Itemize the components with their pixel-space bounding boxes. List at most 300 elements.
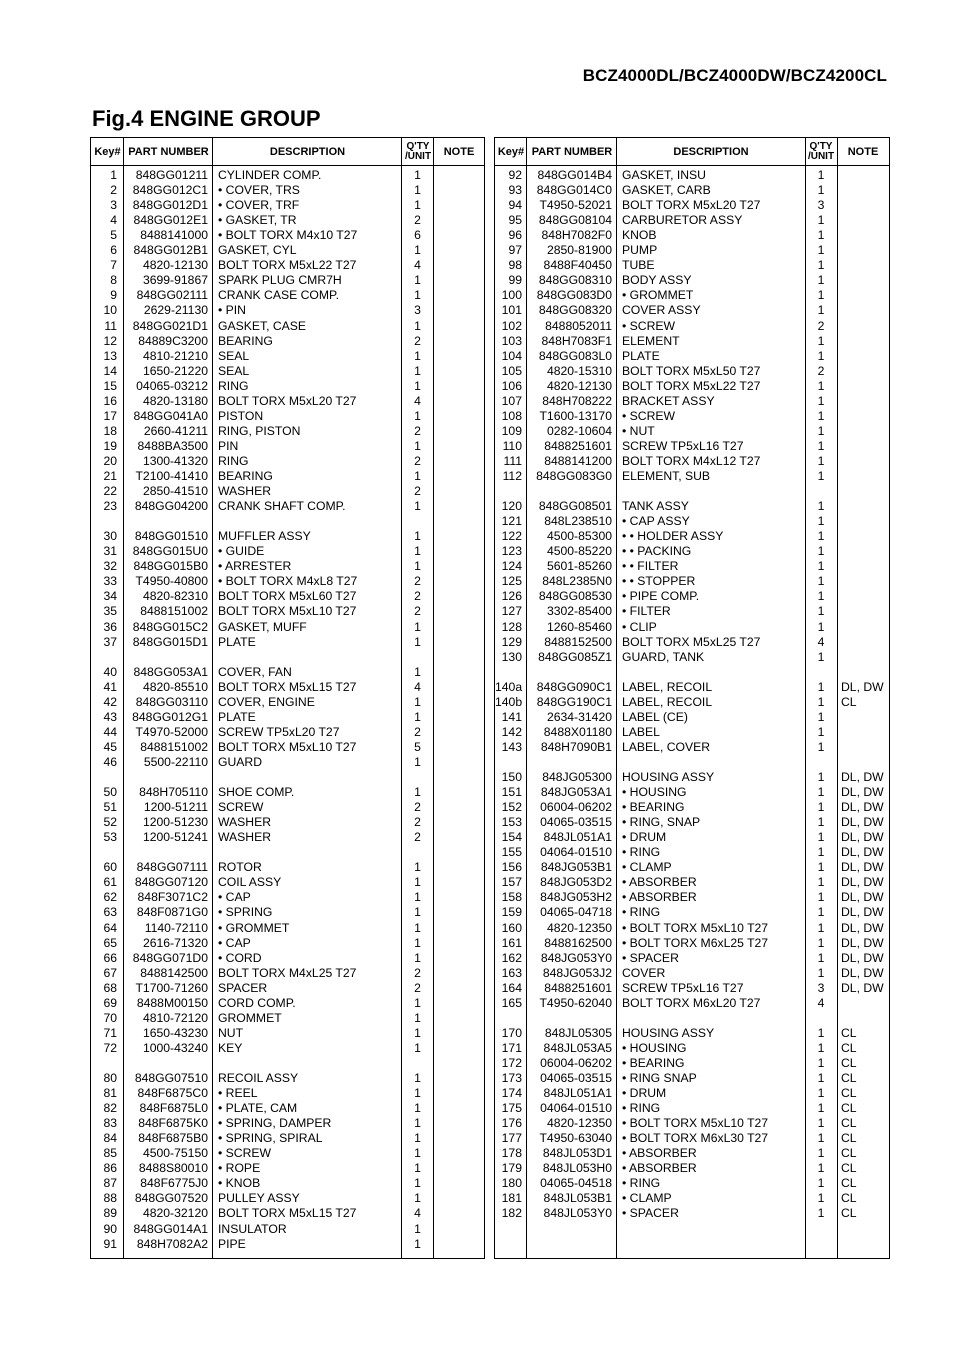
header-description: DESCRIPTION xyxy=(269,145,346,158)
qty-cell: 1 xyxy=(817,423,825,438)
table-row xyxy=(495,604,889,619)
note-cell: DL, DW xyxy=(841,950,884,965)
part-number-cell: 4820-12130 xyxy=(142,258,208,273)
key-cell: 31 xyxy=(103,544,117,559)
key-cell: 123 xyxy=(501,544,522,559)
table-row xyxy=(91,800,484,815)
table-row xyxy=(495,875,889,890)
part-number-cell: 848H708222 xyxy=(542,393,612,408)
qty-cell: 1 xyxy=(817,1071,825,1085)
part-number-cell: T2100-41410 xyxy=(135,469,208,483)
qty-cell: 1 xyxy=(414,634,421,649)
table-row xyxy=(495,228,889,243)
description-cell: MUFFLER ASSY xyxy=(218,529,311,544)
table-row xyxy=(495,1101,889,1116)
key-cell: 129 xyxy=(501,634,522,649)
key-cell: 33 xyxy=(103,574,117,589)
key-cell: 63 xyxy=(103,905,117,920)
table-row xyxy=(495,936,889,951)
note-cell: CL xyxy=(841,1161,857,1176)
description-cell: RING, PISTON xyxy=(218,423,301,438)
note-cell: CL xyxy=(841,1101,857,1116)
note-cell: CL xyxy=(841,1025,857,1040)
part-number-cell: 848GG01510 xyxy=(134,529,208,544)
table-row xyxy=(495,303,889,318)
qty-cell: 1 xyxy=(414,348,421,363)
part-number-cell: T4970-52000 xyxy=(135,724,208,739)
qty-cell: 1 xyxy=(817,544,825,559)
description-cell: SPACER xyxy=(218,980,268,995)
part-number-cell: 848GG085Z1 xyxy=(538,649,612,664)
part-number-cell: 848GG014C0 xyxy=(536,183,612,198)
part-number-cell: 848GG021D1 xyxy=(132,318,208,333)
part-number-cell: 2850-81900 xyxy=(546,243,612,258)
part-number-cell: 848GG041A0 xyxy=(133,408,208,423)
part-number-cell: 3699-91867 xyxy=(142,273,208,288)
qty-cell: 1 xyxy=(817,378,825,393)
table-row xyxy=(91,665,484,680)
table-row xyxy=(91,966,484,981)
table-row xyxy=(91,213,484,228)
qty-cell: 2 xyxy=(414,453,421,468)
note-cell: DL, DW xyxy=(841,860,884,875)
part-number-cell: 848GG07520 xyxy=(134,1191,208,1206)
description-cell: BOLT TORX M6xL20 T27 xyxy=(622,995,761,1010)
description-cell: LABEL (CE) xyxy=(622,709,688,724)
description-cell: BOLT TORX M4xL25 T27 xyxy=(218,965,357,980)
part-number-cell: 4820-32120 xyxy=(142,1206,208,1221)
qty-cell: 1 xyxy=(817,1040,825,1055)
description-cell: • RING xyxy=(622,905,661,920)
part-number-cell: 5601-85260 xyxy=(546,559,612,574)
description-cell: GASKET, CARB xyxy=(622,183,711,198)
description-cell: • • HOLDER ASSY xyxy=(622,529,724,544)
key-cell: 16 xyxy=(103,393,117,408)
description-cell: • SPRING, DAMPER xyxy=(218,1116,332,1131)
qty-cell: 2 xyxy=(414,213,421,228)
qty-cell: 1 xyxy=(817,348,825,363)
table-row xyxy=(495,951,889,966)
table-row xyxy=(91,273,484,288)
part-number-cell: 4820-12130 xyxy=(546,378,612,393)
description-cell: CORD COMP. xyxy=(218,995,296,1010)
qty-cell: 1 xyxy=(817,1055,825,1070)
part-number-cell: 848H705110 xyxy=(139,785,208,800)
table-row xyxy=(495,364,889,379)
table-row xyxy=(91,1176,484,1191)
qty-cell: 1 xyxy=(817,1086,825,1101)
description-cell: COVER, FAN xyxy=(218,664,292,679)
description-cell: • ABSORBER xyxy=(622,1146,697,1161)
description-cell: BEARING xyxy=(218,469,273,483)
key-cell: 69 xyxy=(103,995,117,1010)
part-number-cell: 1200-51211 xyxy=(143,800,208,815)
description-cell: • BEARING xyxy=(622,1055,685,1070)
note-cell: DL, DW xyxy=(841,800,884,815)
part-number-cell: 848JL05305 xyxy=(544,1025,612,1040)
description-cell: • GROMMET xyxy=(622,288,694,303)
description-cell: BODY ASSY xyxy=(622,273,692,288)
table-row xyxy=(91,1206,484,1221)
key-cell: 98 xyxy=(508,258,522,273)
header-qty xyxy=(805,138,837,165)
part-number-cell: 4500-85220 xyxy=(546,544,612,559)
note-cell: CL xyxy=(841,1191,857,1206)
description-cell: BOLT TORX M5xL50 T27 xyxy=(622,363,761,378)
part-number-cell: 848GG08104 xyxy=(538,213,612,228)
key-cell: 96 xyxy=(508,228,522,243)
table-row xyxy=(495,424,889,439)
qty-cell: 1 xyxy=(414,905,421,920)
description-cell: PIPE xyxy=(218,1236,246,1251)
part-number-cell: 4500-75150 xyxy=(142,1146,208,1161)
table-row xyxy=(495,680,889,695)
key-cell: 179 xyxy=(501,1161,522,1176)
description-cell: LABEL, COVER xyxy=(622,739,711,754)
description-cell: • RING xyxy=(622,1101,661,1116)
description-cell: TANK ASSY xyxy=(622,499,689,514)
table-row xyxy=(495,725,889,740)
key-cell: 109 xyxy=(501,423,522,438)
table-row xyxy=(91,574,484,589)
qty-cell: 1 xyxy=(817,183,825,198)
description-cell: • COVER, TRF xyxy=(218,198,300,213)
key-cell: 143 xyxy=(501,739,522,754)
part-number-cell: 4500-85300 xyxy=(546,529,612,544)
part-number-cell: 848GG07120 xyxy=(134,875,208,890)
description-cell: • • STOPPER xyxy=(622,574,696,589)
table-row xyxy=(495,966,889,981)
part-number-cell: 848GG015B0 xyxy=(133,559,208,574)
description-cell: SCREW xyxy=(218,800,264,815)
key-cell: 65 xyxy=(103,935,117,950)
qty-cell: 2 xyxy=(414,800,421,815)
qty-cell: 1 xyxy=(817,920,825,935)
table-row xyxy=(495,409,889,424)
description-cell: • DRUM xyxy=(622,830,667,845)
table-row xyxy=(91,860,484,875)
key-cell: 140b xyxy=(495,694,523,709)
part-number-cell: 848L2385N0 xyxy=(542,574,612,589)
table-row xyxy=(91,183,484,198)
description-cell: ELEMENT, SUB xyxy=(622,469,711,483)
qty-cell: 1 xyxy=(414,318,421,333)
part-number-cell: 848F6775J0 xyxy=(140,1176,208,1191)
qty-cell: 1 xyxy=(817,453,825,468)
key-cell: 176 xyxy=(501,1116,522,1131)
qty-cell: 1 xyxy=(817,965,825,980)
part-number-cell: 848GG012B1 xyxy=(133,243,208,258)
key-cell: 108 xyxy=(501,408,522,423)
part-number-cell: T4950-62040 xyxy=(539,995,612,1010)
header-note: NOTE xyxy=(443,145,475,158)
key-cell: 124 xyxy=(501,559,522,574)
description-cell: SEAL xyxy=(218,348,250,363)
key-cell: 43 xyxy=(103,709,117,724)
part-number-cell: 8488M00150 xyxy=(136,995,208,1010)
part-number-cell: 848JG053H2 xyxy=(540,890,612,905)
key-cell: 174 xyxy=(501,1086,522,1101)
part-number-cell: 848GG012C1 xyxy=(132,183,208,198)
part-number-cell: 848GG014A1 xyxy=(133,1221,208,1236)
part-number-cell: 2634-31420 xyxy=(546,709,612,724)
qty-cell: 1 xyxy=(817,333,825,348)
key-cell: 23 xyxy=(103,499,117,514)
table-row xyxy=(91,710,484,725)
parts-table-left xyxy=(90,137,485,1259)
description-cell: GROMMET xyxy=(218,1010,282,1025)
description-cell: PULLEY ASSY xyxy=(218,1191,300,1206)
part-number-cell: 848F6875K0 xyxy=(138,1116,208,1131)
part-number-cell: 4810-21210 xyxy=(142,348,208,363)
table-row xyxy=(495,273,889,288)
description-cell: COVER ASSY xyxy=(622,303,701,318)
table-row xyxy=(495,439,889,454)
qty-cell: 1 xyxy=(414,890,421,905)
table-row xyxy=(495,514,889,529)
table-row xyxy=(495,334,889,349)
table-row xyxy=(91,228,484,243)
part-number-cell: 84889C3200 xyxy=(138,333,208,348)
table-row xyxy=(91,1101,484,1116)
part-number-cell: T1700-71260 xyxy=(135,980,208,995)
part-number-cell: 1200-51230 xyxy=(142,815,208,830)
key-cell: 106 xyxy=(501,378,522,393)
key-cell: 2 xyxy=(110,183,117,198)
part-number-cell: 848GG08501 xyxy=(538,499,612,514)
key-cell: 85 xyxy=(103,1146,117,1161)
description-cell: HOUSING ASSY xyxy=(622,1025,715,1040)
table-row xyxy=(495,905,889,920)
part-number-cell: 4820-85510 xyxy=(142,679,208,694)
description-cell: GASKET, CYL xyxy=(218,243,297,258)
qty-cell: 1 xyxy=(414,950,421,965)
qty-cell: 1 xyxy=(414,1131,421,1146)
qty-cell: 1 xyxy=(817,770,825,784)
description-cell: • HOUSING xyxy=(622,785,687,800)
table-row xyxy=(91,454,484,469)
qty-cell: 2 xyxy=(817,318,825,333)
table-row xyxy=(495,815,889,830)
qty-cell: 1 xyxy=(817,1131,825,1146)
key-cell: 90 xyxy=(103,1221,117,1236)
part-number-cell: 2629-21130 xyxy=(143,303,208,318)
description-cell: • CAP xyxy=(218,935,251,950)
key-cell: 10 xyxy=(103,303,117,318)
part-number-cell: 04065-04518 xyxy=(540,1176,612,1191)
part-number-cell: 8488151002 xyxy=(140,604,208,619)
qty-cell: 1 xyxy=(817,679,825,694)
key-cell: 52 xyxy=(103,815,117,830)
description-cell: BOLT TORX M5xL20 T27 xyxy=(218,393,357,408)
key-cell: 17 xyxy=(103,408,117,423)
key-cell: 70 xyxy=(103,1010,117,1025)
table-row xyxy=(91,875,484,890)
qty-cell: 4 xyxy=(817,995,825,1010)
qty-cell: 1 xyxy=(414,664,421,679)
qty-cell: 1 xyxy=(414,860,421,875)
key-cell: 34 xyxy=(103,589,117,604)
table-row xyxy=(495,785,889,800)
part-number-cell: 1000-43240 xyxy=(142,1040,208,1055)
description-cell: CARBURETOR ASSY xyxy=(622,213,743,228)
qty-cell: 2 xyxy=(414,965,421,980)
key-cell: 151 xyxy=(501,785,522,800)
table-row xyxy=(91,921,484,936)
part-number-cell: T1600-13170 xyxy=(539,408,612,423)
description-cell: • • PACKING xyxy=(622,544,692,559)
table-row xyxy=(91,1222,484,1237)
qty-cell: 1 xyxy=(817,1191,825,1206)
key-cell: 178 xyxy=(501,1146,522,1161)
key-cell: 64 xyxy=(103,920,117,935)
description-cell: • SCREW xyxy=(622,408,676,423)
table-row xyxy=(91,319,484,334)
key-cell: 66 xyxy=(103,950,117,965)
table-row xyxy=(495,996,889,1011)
table-row xyxy=(495,559,889,574)
qty-cell: 1 xyxy=(817,408,825,423)
qty-cell: 2 xyxy=(414,724,421,739)
key-cell: 105 xyxy=(501,363,522,378)
description-cell: CRANK SHAFT COMP. xyxy=(218,499,346,514)
key-cell: 36 xyxy=(103,619,117,634)
table-row xyxy=(91,604,484,619)
table-row xyxy=(91,1131,484,1146)
qty-cell: 1 xyxy=(817,860,825,875)
key-cell: 80 xyxy=(103,1071,117,1085)
table-row xyxy=(91,695,484,710)
part-number-cell: 8488162500 xyxy=(544,935,612,950)
description-cell: • BOLT TORX M4x10 T27 xyxy=(218,228,358,243)
part-number-cell: 848H7090B1 xyxy=(540,739,612,754)
table-row xyxy=(91,981,484,996)
part-number-cell: T4950-40800 xyxy=(135,574,208,589)
description-cell: • ABSORBER xyxy=(622,890,697,905)
description-cell: WASHER xyxy=(218,815,272,830)
part-number-cell: 06004-06202 xyxy=(540,800,612,815)
table-row xyxy=(91,364,484,379)
part-number-cell: 848F6875C0 xyxy=(137,1086,208,1101)
part-number-cell: 8488X01180 xyxy=(543,724,612,739)
part-number-cell: T4950-63040 xyxy=(539,1131,612,1146)
description-cell: KEY xyxy=(218,1040,243,1055)
qty-cell: 1 xyxy=(817,950,825,965)
table-row xyxy=(91,635,484,650)
table-row xyxy=(495,1191,889,1206)
key-cell: 99 xyxy=(508,273,522,288)
note-cell: CL xyxy=(841,1086,857,1101)
key-cell: 35 xyxy=(103,604,117,619)
part-number-cell: 848GG090C1 xyxy=(536,679,612,694)
description-cell: LABEL, RECOIL xyxy=(622,679,713,694)
key-cell: 71 xyxy=(103,1025,117,1040)
description-cell: • ROPE xyxy=(218,1161,261,1176)
description-cell: TUBE xyxy=(622,258,655,273)
note-cell: CL xyxy=(841,694,857,709)
qty-cell: 1 xyxy=(817,815,825,830)
description-cell: WASHER xyxy=(218,830,272,845)
header-key: Key# xyxy=(94,145,121,158)
table-row xyxy=(495,394,889,409)
part-number-cell: 848GG08530 xyxy=(538,589,612,604)
qty-cell: 2 xyxy=(414,484,421,499)
key-cell: 103 xyxy=(501,333,522,348)
key-cell: 111 xyxy=(503,453,522,468)
qty-cell: 1 xyxy=(414,1236,421,1251)
qty-cell: 1 xyxy=(414,1101,421,1116)
description-cell: GUARD xyxy=(218,754,263,769)
key-cell: 42 xyxy=(103,694,117,709)
note-cell: DL, DW xyxy=(841,815,884,830)
key-cell: 182 xyxy=(501,1206,522,1221)
key-cell: 172 xyxy=(501,1055,522,1070)
key-cell: 164 xyxy=(501,980,522,995)
description-cell: • ARRESTER xyxy=(218,559,292,574)
description-cell: RING xyxy=(218,378,249,393)
key-cell: 157 xyxy=(501,875,522,890)
key-cell: 15 xyxy=(103,378,117,393)
note-cell: CL xyxy=(841,1055,857,1070)
table-row xyxy=(495,800,889,815)
key-cell: 154 xyxy=(501,830,522,845)
qty-cell: 1 xyxy=(414,1221,421,1236)
qty-cell: 1 xyxy=(414,168,421,182)
note-cell: CL xyxy=(841,1071,857,1085)
table-row xyxy=(495,1131,889,1146)
description-cell: BOLT TORX M5xL15 T27 xyxy=(218,679,357,694)
note-cell: DL, DW xyxy=(841,845,884,860)
qty-cell: 2 xyxy=(414,333,421,348)
table-row xyxy=(91,529,484,544)
description-cell: • SPRING, SPIRAL xyxy=(218,1131,323,1146)
qty-cell: 1 xyxy=(817,288,825,303)
qty-cell: 1 xyxy=(414,935,421,950)
parts-table-right xyxy=(494,137,890,1259)
key-cell: 102 xyxy=(501,318,522,333)
key-cell: 4 xyxy=(110,213,117,228)
table-row xyxy=(91,1086,484,1101)
description-cell: • PIN xyxy=(218,303,246,318)
key-cell: 110 xyxy=(502,438,522,453)
description-cell: • PIPE COMP. xyxy=(622,589,700,604)
qty-cell: 1 xyxy=(414,438,421,453)
qty-cell: 4 xyxy=(817,634,825,649)
qty-cell: 1 xyxy=(817,228,825,243)
key-cell: 92 xyxy=(508,168,522,182)
part-number-cell: 8488S80010 xyxy=(138,1161,208,1176)
key-cell: 13 xyxy=(103,348,117,363)
part-number-cell: 848JL053B1 xyxy=(543,1191,612,1206)
qty-cell: 1 xyxy=(817,589,825,604)
key-cell: 91 xyxy=(103,1236,117,1251)
table-row xyxy=(495,921,889,936)
key-cell: 9 xyxy=(110,288,117,303)
description-cell: NUT xyxy=(218,1025,244,1040)
qty-cell: 1 xyxy=(817,1146,825,1161)
description-cell: CRANK CASE COMP. xyxy=(218,288,339,303)
key-cell: 127 xyxy=(501,604,522,619)
part-number-cell: 8488142500 xyxy=(140,965,208,980)
part-number-cell: 4820-13180 xyxy=(142,393,208,408)
note-cell: CL xyxy=(841,1206,857,1221)
key-cell: 72 xyxy=(103,1040,117,1055)
key-cell: 175 xyxy=(501,1101,522,1116)
part-number-cell: 848JG053Y0 xyxy=(540,950,612,965)
description-cell: • GROMMET xyxy=(218,920,290,935)
qty-cell: 1 xyxy=(817,303,825,318)
description-cell: • CAP ASSY xyxy=(622,514,690,529)
